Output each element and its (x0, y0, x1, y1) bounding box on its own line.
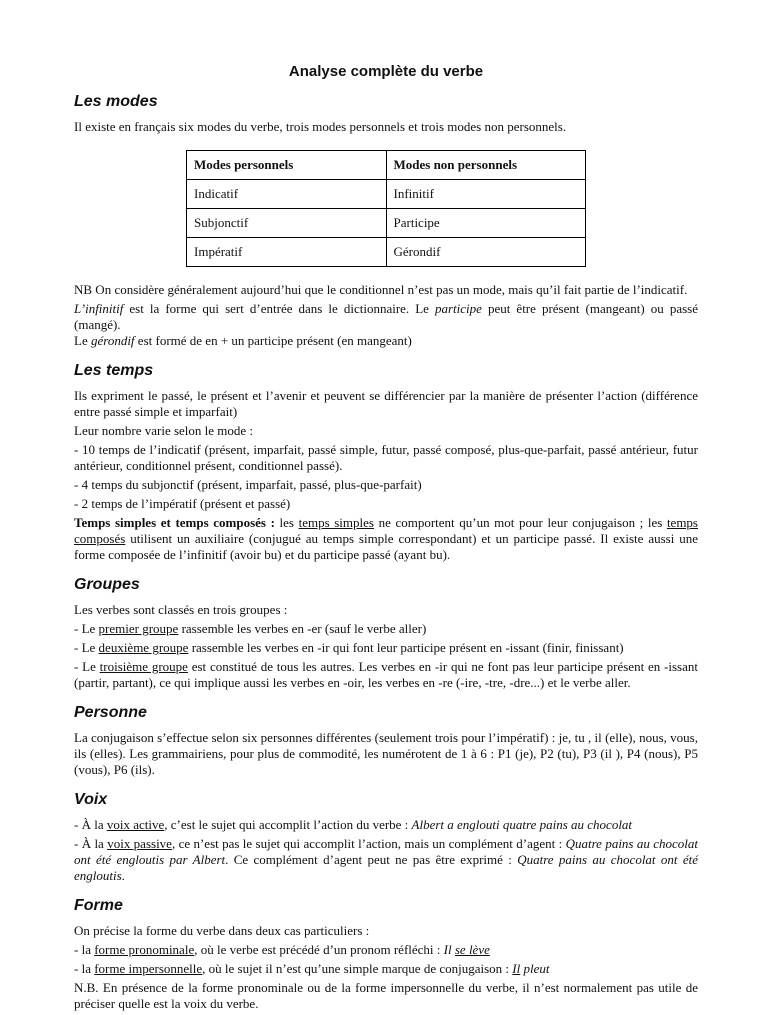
text-span: - À la (74, 836, 108, 851)
text-span: - Le (74, 640, 99, 655)
example-text: Quatre pains au chocolat ont été engloutis par Albert (74, 836, 698, 867)
text-span: , c’est le sujet qui accomplit l’action du verbe : (164, 817, 412, 832)
text-span: , où le verbe est précédé d’un pronom réfléchi : (194, 942, 444, 957)
bold-term: Temps simples et temps composés : (74, 515, 275, 530)
table-row (187, 238, 586, 267)
text-span: ne comportent qu’un mot pour leur conjugaison ; les (373, 515, 667, 530)
forme-impersonnelle (74, 961, 698, 977)
temps-paragraph: - 10 temps de l’indicatif (présent, imparfait, passé simple, futur, passé composé, plus-que-parfait, passé antérieur, futur antérieur, conditionnel présent, conditionnel passé). (74, 442, 698, 473)
example-text: se lève (454, 942, 490, 957)
modes-intro: Il existe en français six modes du verbe, trois modes personnels et trois modes non personnels. (74, 119, 567, 134)
table-cell: Gérondif (386, 238, 586, 267)
term-participe: participe (435, 301, 482, 316)
groupe-item (74, 659, 698, 691)
underlined-term: premier groupe (98, 621, 179, 636)
underlined-term: voix active (106, 817, 165, 832)
text-span: - Le (74, 621, 99, 636)
example-text: Il (443, 942, 455, 957)
underlined-term: temps composés (74, 515, 698, 546)
underlined-term: temps simples (298, 515, 374, 530)
temps-paragraph: - 2 temps de l’impératif (présent et passé) (74, 496, 291, 511)
table-header-row (187, 151, 586, 180)
groupes-intro: Les verbes sont classés en trois groupes : (74, 602, 288, 617)
table-cell: Impératif (187, 238, 387, 267)
text-span: les (274, 515, 299, 530)
voix-passive (74, 836, 698, 884)
section-heading-modes: Les modes (74, 93, 158, 110)
section-heading-forme: Forme (74, 897, 123, 914)
modes-infinitif-participe (74, 301, 698, 333)
modes-nb: NB On considère généralement aujourd’hui que le conditionnel n’est pas un mode, mais qu’il fait partie de l’indicatif. (74, 282, 688, 297)
text-span: est constitué de tous les autres. Les verbes en -ir qui ne font pas leur participe présent en -issant (partir, partant), ce qui implique aussi les verbes en -oir, les verbes en -re (-ire, -tre, -dre...) et le verbe aller. (74, 659, 698, 690)
text-span: Le (74, 333, 91, 348)
table-row (187, 180, 586, 209)
term-gerondif: gérondif (90, 333, 135, 348)
example-text: Il (512, 961, 521, 976)
temps-paragraph: Ils expriment le passé, le présent et l’avenir et peuvent se différencier par la manière de présenter l’action (différence entre passé simple et imparfait) (74, 388, 698, 419)
text-span: est formé de en + un participe présent (en mangeant) (134, 333, 412, 348)
table-cell: Participe (386, 209, 586, 238)
term-infinitif: L’infinitif (74, 301, 124, 316)
text-span: - Le (74, 659, 100, 674)
table-cell: Indicatif (187, 180, 387, 209)
forme-pronominale (74, 942, 698, 958)
document-page (74, 56, 698, 1015)
table-header-cell: Modes non personnels (386, 151, 586, 180)
section-heading-temps: Les temps (74, 362, 154, 379)
section-heading-voix: Voix (74, 791, 108, 808)
text-span: est la forme qui sert d’entrée dans le dictionnaire. Le (123, 301, 435, 316)
text-span: - la (74, 961, 95, 976)
table-cell: Infinitif (386, 180, 586, 209)
text-span: peut être présent (mangeant) ou passé (mangé). (74, 301, 698, 332)
personne-paragraph: La conjugaison s’effectue selon six personnes différentes (seulement trois pour l’impératif) : je, tu , il (elle), nous, vous, ils (elles). Les grammairiens, pour plus de commodité, les numérotent de 1 à 6 : P1 (je), P2 (tu), P3 (il ), P4 (nous), P5 (vous), P6 (ils). (74, 730, 698, 777)
forme-intro: On précise la forme du verbe dans deux cas particuliers : (74, 923, 370, 938)
text-span: rassemble les verbes en -ir qui font leur participe présent en -issant (finir, finissant) (188, 640, 624, 655)
table-row (187, 209, 586, 238)
underlined-term: voix passive (107, 836, 172, 851)
underlined-term: deuxième groupe (98, 640, 189, 655)
table-cell: Subjonctif (187, 209, 387, 238)
text-span: , où le sujet il n’est qu’une simple marque de conjugaison : (202, 961, 513, 976)
section-heading-personne: Personne (74, 704, 147, 721)
temps-simples-composes (74, 515, 698, 563)
example-text: pleut (520, 961, 550, 976)
underlined-term: forme impersonnelle (94, 961, 203, 976)
groupe-item (74, 640, 698, 656)
example-text: Quatre pains au chocolat ont été engloutis (74, 852, 698, 883)
modes-table (186, 150, 586, 267)
groupe-item (74, 621, 698, 637)
underlined-term: troisième groupe (99, 659, 188, 674)
text-span: utilisent un auxiliaire (conjugué au temps simple correspondant) et un participe passé. Il existe aussi une forme composée de l’infinitif (avoir bu) et du participe passé (ayant bu). (74, 531, 698, 562)
forme-nb: N.B. En présence de la forme pronominale ou de la forme impersonnelle du verbe, il n’est normalement pas utile de préciser quelle est la voix du verbe. (74, 980, 698, 1011)
underlined-term: forme pronominale (94, 942, 195, 957)
text-span: - À la (74, 817, 107, 832)
voix-active (74, 817, 698, 833)
text-span: rassemble les verbes en -er (sauf le verbe aller) (178, 621, 427, 636)
table-header-cell: Modes personnels (187, 151, 387, 180)
text-span: . (121, 868, 125, 883)
text-span: - la (74, 942, 95, 957)
temps-paragraph: Leur nombre varie selon le mode : (74, 423, 254, 438)
text-span: . Ce complément d’agent peut ne pas être exprimé : (225, 852, 518, 867)
section-heading-groupes: Groupes (74, 576, 140, 593)
modes-gerondif (74, 333, 698, 349)
example-text: Albert a englouti quatre pains au chocolat (411, 817, 633, 832)
text-span: , ce n’est pas le sujet qui accomplit l’action, mais un complément d’agent : (171, 836, 566, 851)
temps-paragraph: - 4 temps du subjonctif (présent, imparfait, passé, plus-que-parfait) (74, 477, 422, 492)
document-title: Analyse complète du verbe (288, 63, 484, 80)
